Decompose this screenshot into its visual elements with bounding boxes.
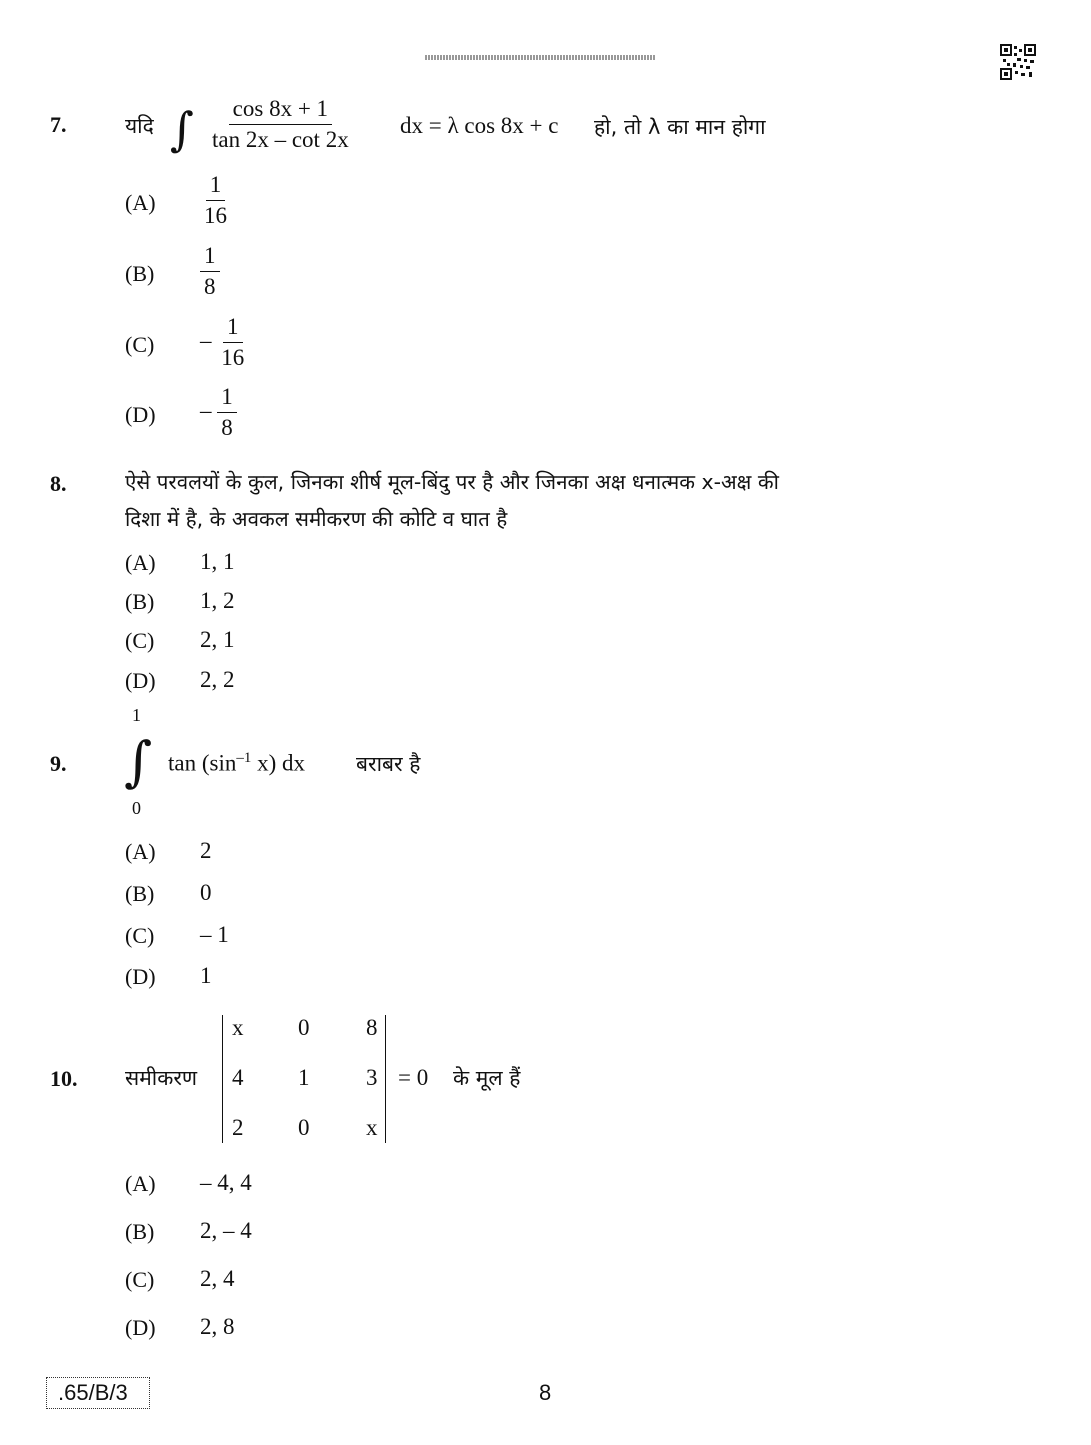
q7-integral-sign: ∫: [170, 102, 194, 156]
q10-cell-2-1: 0: [298, 1115, 310, 1140]
q10-option-c-value: 2, 4: [200, 1266, 235, 1291]
q10-option-c-label: (C): [125, 1267, 155, 1292]
q10-cell-0-2: 8: [366, 1015, 378, 1040]
q8-option-c-label: (C): [125, 628, 155, 653]
q10-cell-1-2: 3: [366, 1065, 378, 1090]
q10-option-a-value: – 4, 4: [200, 1170, 252, 1195]
q7-option-b-num: 1: [200, 243, 220, 272]
q8-option-c-value: 2, 1: [200, 627, 235, 652]
q8-option-d-value: 2, 2: [200, 667, 235, 692]
qr-code-icon: [1000, 44, 1036, 80]
q7-option-a-num: 1: [206, 172, 226, 201]
q10-option-b-label: (B): [125, 1219, 155, 1244]
q9-option-d-value: 1: [200, 963, 212, 988]
header-watermark-strip: [425, 55, 655, 60]
q7-option-a-label: (A): [125, 190, 156, 215]
q10-option-d-value: 2, 8: [200, 1314, 235, 1339]
q8-option-b-label: (B): [125, 589, 155, 614]
q7-option-d-den: 8: [221, 415, 233, 441]
q9-option-d-label: (D): [125, 964, 156, 989]
q7-option-d-label: (D): [125, 402, 156, 427]
q7-option-d-num: 1: [217, 384, 237, 413]
q7-denominator: tan 2x – cot 2x: [212, 127, 349, 153]
q9-text: बराबर है: [356, 752, 421, 776]
q9-option-a-value: 2: [200, 838, 212, 863]
q7-option-b-den: 8: [204, 274, 216, 300]
q9-expr-a: tan (sin: [168, 750, 237, 776]
q7-option-d-sign: –: [200, 398, 212, 424]
q9-option-a-label: (A): [125, 839, 156, 864]
q10-equals-zero: = 0: [398, 1065, 429, 1090]
q7-number: 7.: [50, 112, 67, 137]
q9-number: 9.: [50, 751, 67, 776]
q7-option-c-sign: –: [200, 328, 212, 354]
q10-number: 10.: [50, 1066, 78, 1091]
q8-option-d-label: (D): [125, 668, 156, 693]
q10-cell-2-2: x: [366, 1115, 378, 1140]
q7-fraction: [208, 96, 353, 154]
q9-option-b-value: 0: [200, 880, 212, 905]
q7-prefix: यदि: [125, 114, 154, 138]
q10-option-a-label: (A): [125, 1171, 156, 1196]
q7-option-c-num: 1: [223, 314, 243, 343]
q7-option-b-value: [200, 243, 220, 301]
q10-cell-2-0: 2: [232, 1115, 244, 1140]
q9-expr-sup: –1: [236, 750, 252, 766]
q9-option-c-value: – 1: [200, 922, 229, 947]
q9-expression: [168, 750, 305, 777]
q8-text-line1: ऐसे परवलयों के कुल, जिनका शीर्ष मूल-बिंदु पर है और जिनका अक्ष धनात्मक x-अक्ष की: [125, 470, 779, 494]
q9-lower-limit: 0: [132, 798, 141, 818]
q10-option-b-value: 2, – 4: [200, 1218, 252, 1243]
q9-option-c-label: (C): [125, 923, 155, 948]
q7-option-c-value: [200, 314, 248, 372]
q10-cell-1-0: 4: [232, 1065, 244, 1090]
q10-option-d-label: (D): [125, 1315, 156, 1340]
paper-code: .65/B/3: [58, 1380, 128, 1405]
q7-option-b-label: (B): [125, 261, 155, 286]
q7-rest-math: dx = λ cos 8x + c: [400, 113, 559, 138]
q8-text-line2: दिशा में है, के अवकल समीकरण की कोटि व घात है: [125, 507, 508, 531]
page-number: 8: [539, 1380, 552, 1405]
q10-cell-0-0: x: [232, 1015, 244, 1040]
q8-option-b-value: 1, 2: [200, 588, 235, 613]
q10-cell-1-1: 1: [298, 1065, 310, 1090]
q9-integral-sign: ∫: [124, 730, 153, 793]
q8-option-a-value: 1, 1: [200, 549, 235, 574]
q9-option-b-label: (B): [125, 881, 155, 906]
q10-prefix: समीकरण: [125, 1066, 198, 1090]
q10-cell-0-1: 0: [298, 1015, 310, 1040]
q7-option-a-value: [200, 172, 231, 230]
q7-option-a-den: 16: [204, 203, 227, 229]
q9-upper-limit: 1: [132, 705, 141, 725]
q7-option-d-value: [200, 384, 237, 442]
q9-expr-b: x) dx: [251, 750, 306, 776]
q8-option-a-label: (A): [125, 550, 156, 575]
q7-option-c-den: 16: [221, 345, 245, 371]
q7-rest-text: हो, तो λ का मान होगा: [594, 115, 766, 139]
q10-determinant-right-bar: [385, 1015, 386, 1143]
q10-text: के मूल हैं: [453, 1066, 521, 1090]
q7-option-c-label: (C): [125, 332, 155, 357]
q8-number: 8.: [50, 471, 67, 496]
q10-determinant-left-bar: [222, 1015, 223, 1143]
q7-numerator: cos 8x + 1: [229, 96, 332, 125]
